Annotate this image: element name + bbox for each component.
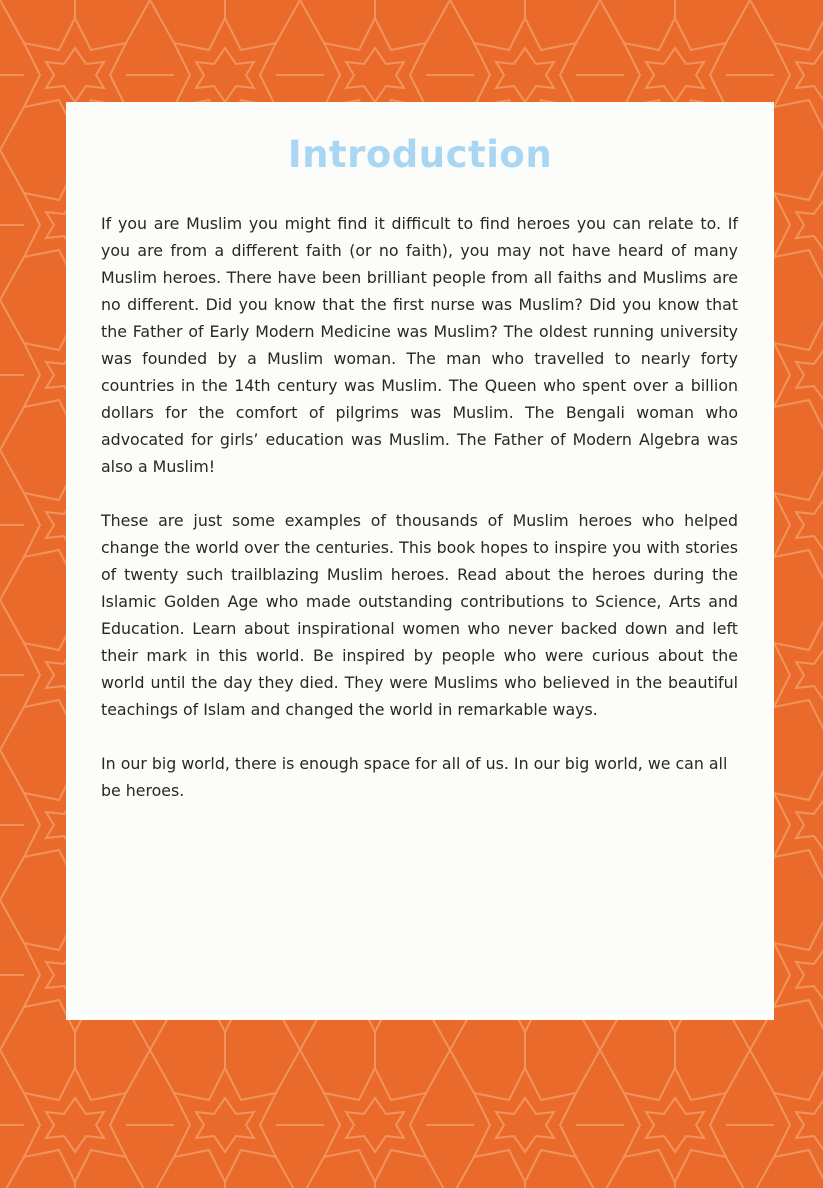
paragraph-1: If you are Muslim you might find it difficult to find heroes you can relate to. If you are from a different faith (or no faith), you may not have heard of many Muslim heroes. There have been brilliant people from all faiths and Muslims are no different. Did you know that the first nurse was Muslim? Did you know that the Father of Early Modern Medicine was Muslim? The oldest running university was founded by a Muslim woman. The man who travelled to nearly forty countries in the 14th century was Muslim. The Queen who spent over a billion dollars for the comfort of pilgrims was Muslim. The Bengali woman who advocated for girls’ education was Muslim. The Father of Modern Algebra was also a Muslim!: [101, 214, 738, 476]
paragraph-3: In our big world, there is enough space for all of us. In our big world, we can all be heroes.: [101, 754, 728, 800]
content-panel: [66, 102, 774, 1020]
page-title: Introduction: [287, 133, 553, 176]
body-text: [101, 210, 738, 831]
paragraph-2: These are just some examples of thousands of Muslim heroes who helped change the world over the centuries. This book hopes to inspire you with stories of twenty such trailblazing Muslim heroes. Read about the heroes during the Islamic Golden Age who made outstanding contributions to Science, Arts and Education. Learn about inspirational women who never backed down and left their mark in this world. Be inspired by people who were curious about the world until the day they died. They were Muslims who believed in the beautiful teachings of Islam and changed the world in remarkable ways.: [101, 511, 738, 719]
